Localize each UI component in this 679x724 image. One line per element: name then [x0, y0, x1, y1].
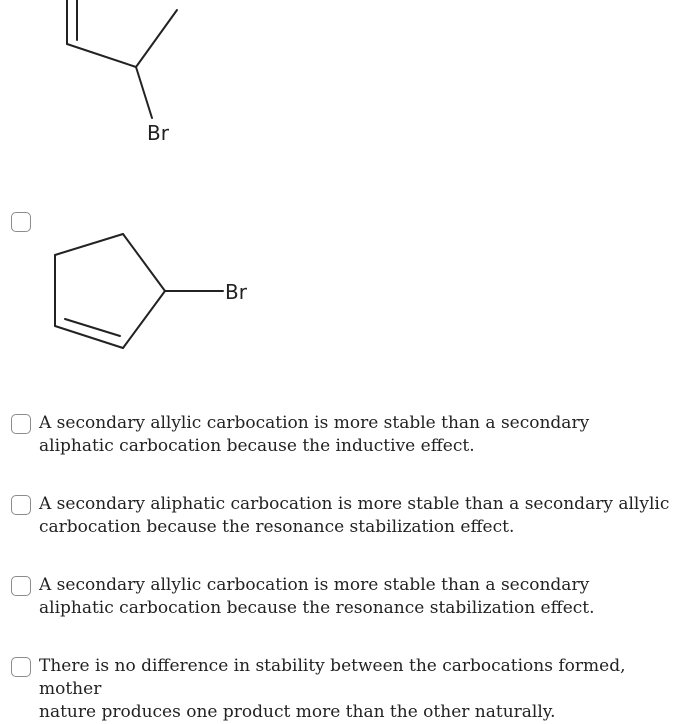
bond	[123, 234, 165, 291]
double-bond-inner	[65, 319, 120, 336]
answer-text: A secondary aliphatic carbocation is more stable than a secondary allylic carbocation because the resonance stabilization effect.	[39, 494, 670, 537]
answer-checkbox[interactable]	[11, 414, 31, 434]
answer-checkbox[interactable]	[11, 495, 31, 515]
bromine-label: Br	[225, 280, 247, 304]
bromine-label: Br	[147, 121, 169, 145]
answer-text: A secondary allylic carbocation is more stable than a secondary aliphatic carbocation because the inductive effect.	[39, 413, 590, 456]
answer-checkbox[interactable]	[11, 657, 31, 677]
molecule-bromocyclopentene	[0, 0, 679, 360]
bond	[55, 234, 123, 255]
answer-checkbox[interactable]	[11, 576, 31, 596]
answer-text: A secondary allylic carbocation is more stable than a secondary aliphatic carbocation because the resonance stabilization effect.	[39, 575, 595, 618]
answer-text: There is no difference in stability between the carbocations formed, mother nature produces one product more than the other naturally.	[39, 656, 626, 722]
bond	[55, 326, 123, 348]
bond	[123, 291, 165, 348]
